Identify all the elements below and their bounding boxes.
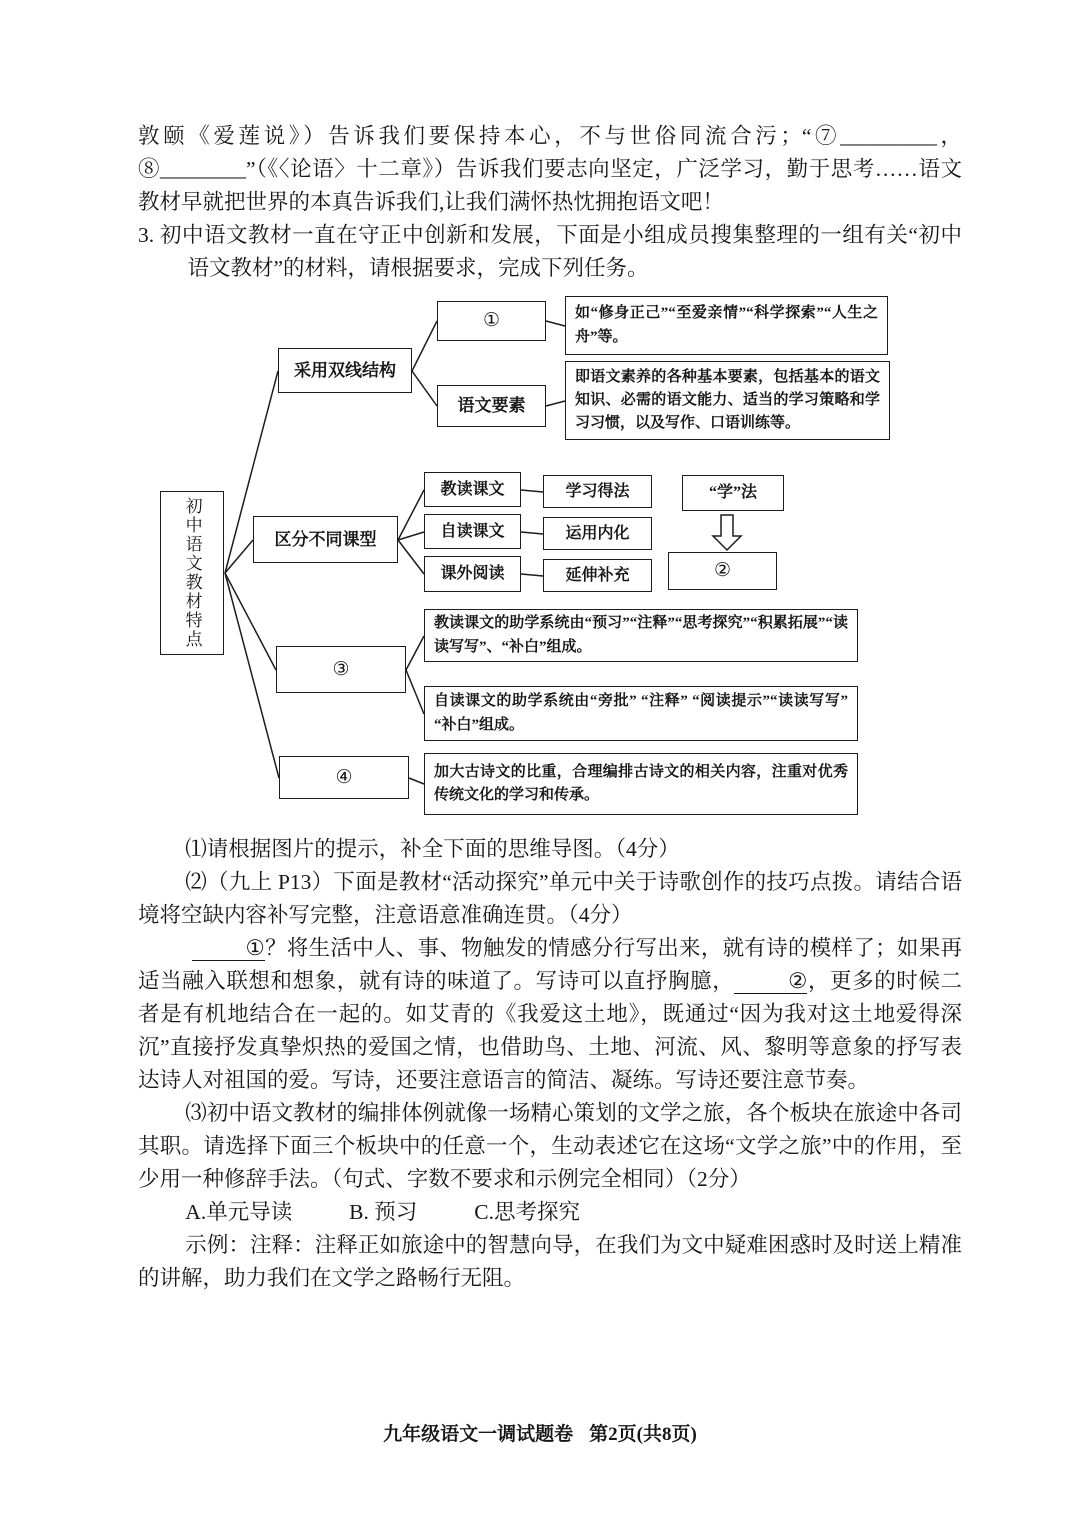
- node-extend-supplement: 延伸补充: [543, 559, 652, 592]
- sub-question-2-stem: ⑵（九上 P13）下面是教材“活动探究”单元中关于诗歌创作的技巧点拨。请结合语境将空缺内容补写完整，注意语意准确连贯。（4分）: [138, 870, 962, 927]
- desc-self-help-system: 自读课文的助学系统由“旁批” “注释” “阅读提示”“读读写写” “补白”组成。: [424, 686, 858, 741]
- passage-segment-1: ？将生活中人、事、物触发的情感分行写出来，就有诗的模样了；如果再适当融入联想和想象，就有诗的味道了。写诗可以直抒胸臆，: [138, 936, 962, 993]
- page-footer: [0, 1419, 1080, 1446]
- passage-segment-2: ，更多的时候二者是有机地结合在一起的。如艾青的《我爱这土地》，既通过“因为我对这土地爱得深沉”直接抒发真挚炽热的爱国之情，也借助鸟、土地、河流、风、黎明等意象的抒写表达诗人对祖国的爱。写诗，还要注意语言的简洁、凝练。写诗还要注意节奏。: [138, 969, 962, 1092]
- node-language-elements: 语文要素: [437, 385, 546, 427]
- sub-question-3-options: [138, 1196, 962, 1229]
- sub-question-3-stem: ⑶初中语文教材的编排体例就像一场精心策划的文学之旅，各个板块在旅途中各司其职。请选择下面三个板块中的任意一个，生动表述它在这场“文学之旅”中的作用，至少用一种修辞手法。（句式、字数不要求和示例完全相同）（2分）: [138, 1101, 962, 1191]
- option-c: C.思考探究: [474, 1200, 580, 1224]
- node-extracurricular-reading: 课外阅读: [424, 556, 521, 592]
- desc-classical-poetry: 加大古诗文的比重，合理编排古诗文的相关内容，注重对优秀传统文化的学习和传承。: [424, 753, 858, 815]
- branch-dual-line-structure: 采用双线结构: [278, 348, 412, 393]
- textbook-features-mindmap: [150, 293, 910, 823]
- node-xue-method: “学”法: [682, 475, 784, 511]
- desc-language-elements: 即语文素养的各种基本要素，包括基本的语文知识、必需的语文能力、适当的学习策略和学习习惯，以及写作、口语训练等。: [565, 361, 890, 440]
- question-3-stem: 3. 初中语文教材一直在守正中创新和发展，下面是小组成员搜集整理的一组有关“初中语文教材”的材料，请根据要求，完成下列任务。: [138, 223, 962, 280]
- passage-blank-2: ②: [734, 970, 807, 994]
- node-blank-4: ④: [279, 756, 409, 799]
- footer-page-number: 第2页(共8页): [589, 1424, 697, 1445]
- desc-intensive-help-system: 教读课文的助学系统由“预习”“注释”“思考探究”“积累拓展”“读读写写”、“补白”组成。: [424, 609, 858, 662]
- option-b: B. 预习: [349, 1200, 418, 1224]
- node-intensive-reading: 教读课文: [424, 472, 521, 507]
- node-self-reading: 自读课文: [424, 514, 521, 549]
- node-blank-3: ③: [276, 646, 406, 693]
- page-content: [138, 120, 962, 1295]
- node-blank-1: ①: [437, 301, 546, 341]
- sub-question-3-example: 示例：注释：注释正如旅途中的智慧向导，在我们为文中疑难困惑时及时送上精准的讲解，助力我们在文学之路畅行无阻。: [138, 1233, 962, 1290]
- branch-lesson-types: 区分不同课型: [253, 516, 398, 563]
- sub-question-2-passage: [138, 932, 962, 1097]
- option-a: A.单元导读: [185, 1200, 293, 1224]
- node-apply-internalize: 运用内化: [543, 517, 652, 550]
- passage-blank-1: ①: [192, 937, 265, 961]
- intro-paragraph: 敦颐《爱莲说》）告诉我们要保持本心，不与世俗同流合污；“⑦_________，⑧________”（《〈论语〉十二章》）告诉我们要志向坚定，广泛学习，勤于思考……语文教材早就把世界的本真告诉我们,让我们满怀热忱拥抱语文吧！: [138, 124, 962, 214]
- down-arrow-icon: [713, 515, 741, 550]
- sub-question-1: ⑴请根据图片的提示，补全下面的思维导图。（4分）: [185, 837, 680, 861]
- desc-humanistic-themes: 如“修身正己”“至爱亲情”“科学探索”“人生之舟”等。: [565, 296, 888, 355]
- node-blank-2: ②: [668, 552, 777, 590]
- node-learn-method: 学习得法: [543, 475, 652, 508]
- root-node: 初中语文教材特点: [160, 491, 224, 655]
- footer-title: 九年级语文一调试题卷: [383, 1424, 574, 1445]
